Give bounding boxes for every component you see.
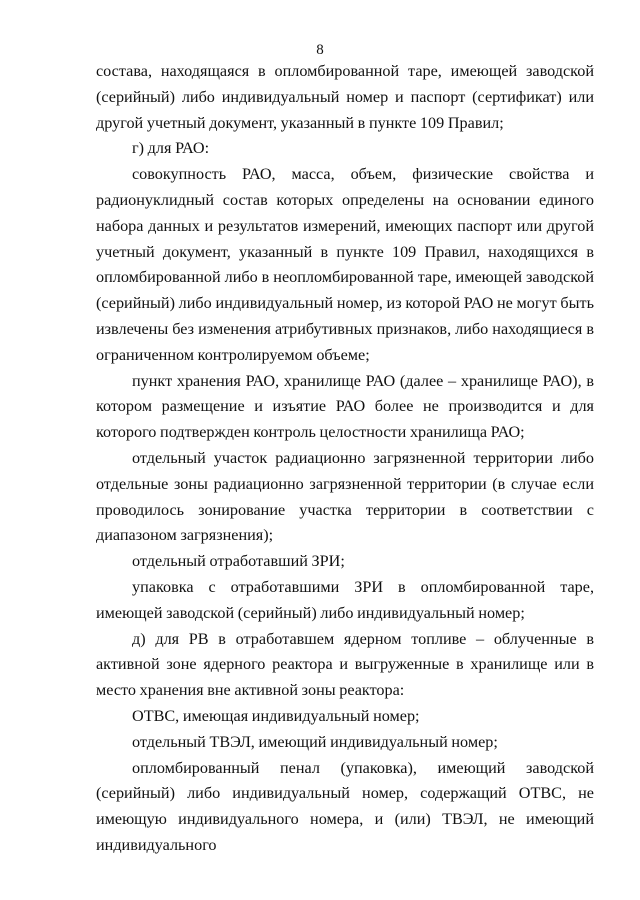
document-body	[96, 59, 594, 859]
paragraph-sealed-canister: опломбированный пенал (упаковка), имеющий заводской (серийный) либо индивидуальный номер, содержащий ОТВС, не имеющую индивидуального номера, и (или) ТВЭЛ, не имеющий индивидуального	[96, 758, 594, 854]
paragraph-package-spent-sources: упаковка с отработавшими ЗРИ в опломбированной таре, имеющей заводской (серийный) либо индивидуальный номер;	[96, 577, 594, 622]
page-number: 8	[316, 42, 324, 58]
paragraph-tvel: отдельный ТВЭЛ, имеющий индивидуальный номер;	[132, 732, 498, 751]
paragraph-contaminated-territory: отдельный участок радиационно загрязненной территории либо отдельные зоны радиационно загрязненной территории (в случае если проводилось зонирование участка территории в соответствии с диапазоном загрязнения);	[96, 448, 594, 545]
paragraph-rao-aggregate: совокупность РАО, масса, объем, физические свойства и радионуклидный состав которых определены на основании единого набора данных и результатов измерений, имеющих паспорт или другой учетный документ, указанный в пункте 109 Правил, находящихся в опломбированной либо в неопломбированной таре, имеющей заводской (серийный) либо индивидуальный номер, из которой РАО не могут быть извлечены без изменения атрибутивных признаков, либо находящиеся в ограниченном контролируемом объеме;	[96, 165, 594, 364]
paragraph-continuation: состава, находящаяся в опломбированной таре, имеющей заводской (серийный) либо индивидуальный номер и паспорт (сертификат) или другой учетный документ, указанный в пункте 109 Правил;	[96, 62, 594, 132]
subsection-g-heading: г) для РАО:	[132, 139, 210, 158]
paragraph-otvs: ОТВС, имеющая индивидуальный номер;	[132, 706, 420, 725]
paragraph-spent-source: отдельный отработавший ЗРИ;	[132, 552, 345, 571]
paragraph-rao-storage: пункт хранения РАО, хранилище РАО (далее – хранилище РАО), в котором размещение и изъятие РАО более не производится и для которого подтвержден контроль целостности хранилища РАО;	[96, 371, 594, 442]
subsection-d-heading: д) для РВ в отработавшем ядерном топливе – облученные в активной зоне ядерного реактора и выгруженные в хранилище или в место хранения вне активной зоны реактора:	[96, 629, 594, 700]
